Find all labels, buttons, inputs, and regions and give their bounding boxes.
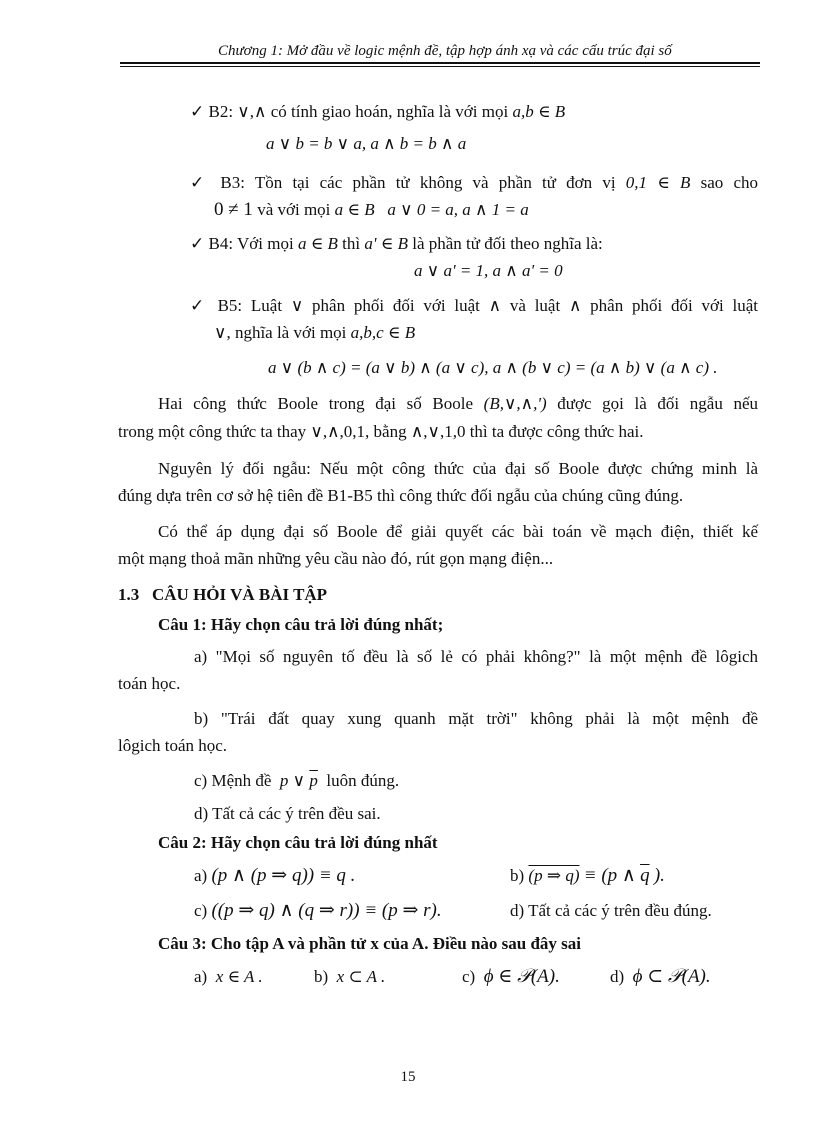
q1-c-negated-p: $\overline{p}$ — [309, 771, 318, 790]
q2-b-label: b) — [510, 866, 525, 885]
axiom-b5-line2 — [214, 322, 415, 344]
q3-title: Câu 3: Cho tập A và phần tử x của A. Điều nào sau đây sai — [158, 934, 582, 953]
q2-option-b — [510, 865, 665, 887]
q2-c-label: c) — [194, 901, 208, 920]
q3-option-c — [462, 966, 560, 988]
q1-option-a-line1: a) "Mọi số nguyên tố đều là số lẻ có phải không?" là một mệnh đề lôgich — [194, 647, 758, 666]
q2-b-close: ). — [653, 865, 665, 886]
q2-c-math: ((p ⇒ q) ∧ (q ⇒ r)) ≡ (p ⇒ r). — [211, 900, 442, 921]
q3-b-math: x ⊂ A . — [336, 967, 386, 986]
q1-title: Câu 1: Hãy chọn câu trả lời đúng nhất; — [158, 615, 444, 634]
q2-option-d: d) Tất cả các ý trên đều đúng. — [510, 901, 712, 920]
q2-title: Câu 2: Hãy chọn câu trả lời đúng nhất — [158, 833, 438, 852]
header-rule-thick — [120, 62, 760, 64]
q3-c-math: ϕ ∈ 𝒫(A). — [483, 966, 560, 987]
check-icon: ✓ — [190, 102, 205, 121]
apply-line1: Có thể áp dụng đại số Boole để giải quyết các bài toán về mạch điện, thiết kế — [158, 522, 758, 541]
axiom-b4-math-b: a' ∈ B — [364, 234, 408, 253]
axiom-b2-formula: a ∨ b = b ∨ a, a ∧ b = b ∧ a — [266, 134, 467, 153]
q1-option-b-line1: b) "Trái đất quay xung quanh mặt trời" không phải là một mệnh đề — [194, 709, 758, 728]
axiom-b3 — [190, 172, 758, 194]
axiom-b5 — [190, 295, 758, 317]
axiom-b4-text: B4: Với mọi — [208, 234, 294, 253]
q3-option-b — [314, 966, 385, 988]
q2-b-negated-q: $\overline{q}$ — [640, 865, 650, 886]
q1-option-d: d) Tất cả các ý trên đều sai. — [194, 804, 381, 823]
dual-text-b: được gọi là đối ngẫu nếu — [557, 394, 759, 413]
q3-c-label: c) — [462, 967, 476, 986]
dual-text-a: Hai công thức Boole trong đại số Boole — [158, 394, 474, 413]
section-number: 1.3 — [118, 585, 140, 604]
q3-a-math: x ∈ A . — [215, 967, 263, 986]
axiom-b2-math: a,b ∈ B — [512, 102, 566, 121]
q2-option-a — [194, 865, 355, 887]
axiom-b5-formula: a ∨ (b ∧ c) = (a ∨ b) ∧ (a ∨ c), a ∧ (b ∨ c) = (a ∧ b) ∨ (a ∧ c) . — [268, 358, 718, 377]
dual-para-line1 — [158, 393, 758, 415]
axiom-b4 — [190, 233, 603, 255]
header-rule-thin — [120, 66, 760, 67]
axiom-b3-text: B3: Tồn tại các phần tử không và phần tử đơn vị — [220, 173, 616, 192]
section-title: CÂU HỎI VÀ BÀI TẬP — [152, 585, 328, 604]
q3-b-label: b) — [314, 967, 329, 986]
axiom-b4-then: thì — [342, 234, 361, 253]
axiom-b5-line1: B5: Luật ∨ phân phối đối với luật ∧ và luật ∧ phân phối đối với luật — [217, 296, 758, 315]
axiom-b3-text-b: sao cho — [700, 173, 759, 192]
q2-b-negated-implication: (p ⇒ q) — [528, 866, 580, 885]
q2-b-math: ≡ (p ∧ — [583, 865, 636, 886]
q3-option-d — [610, 966, 711, 988]
q2-a-label: a) — [194, 866, 208, 885]
q3-a-label: a) — [194, 967, 208, 986]
dual-para-line2: trong một công thức ta thay ∨,∧,0,1, bằng ∧,∨,1,0 thì ta được công thức hai. — [118, 422, 644, 441]
axiom-b4-formula: a ∨ a' = 1, a ∧ a' = 0 — [414, 261, 563, 280]
check-icon: ✓ — [190, 173, 211, 192]
q2-a-math: (p ∧ (p ⇒ q)) ≡ q . — [211, 865, 356, 886]
q1-c-math: p ∨ — [279, 771, 306, 790]
principle-line1: Nguyên lý đối ngẫu: Nếu một công thức của đại số Boole được chứng minh là — [158, 459, 758, 478]
axiom-b3-math: 0,1 ∈ B — [625, 173, 691, 192]
q1-c-text: c) Mệnh đề — [194, 771, 272, 790]
page-number: 15 — [400, 1069, 416, 1085]
axiom-b5-math: a,b,c ∈ B — [350, 323, 416, 342]
axiom-b3-for-all: và với mọi — [257, 200, 331, 219]
axiom-b3-formula: a ∨ 0 = a, a ∧ 1 = a — [387, 200, 529, 219]
q3-option-a — [194, 966, 263, 988]
axiom-b2 — [190, 101, 565, 123]
axiom-b3-a-in-b: a ∈ B — [334, 200, 375, 219]
axiom-b3-line2 — [214, 199, 529, 221]
running-header: Chương 1: Mở đầu về logic mệnh đề, tập hợp ánh xạ và các cấu trúc đại số — [218, 43, 672, 59]
apply-line2: một mạng thoả mãn những yêu cầu nào đó, rút gọn mạng điện... — [118, 549, 554, 568]
q2-option-c — [194, 900, 442, 922]
q3-d-label: d) — [610, 967, 625, 986]
q1-option-b-line2: lôgich toán học. — [118, 736, 228, 755]
axiom-b5-text: ∨, nghĩa là với mọi — [214, 323, 347, 342]
axiom-b2-text: B2: ∨,∧ có tính giao hoán, nghĩa là với mọi — [208, 102, 509, 121]
axiom-b3-neq: 0 ≠ 1 — [214, 199, 253, 220]
axiom-b4-math: a ∈ B — [297, 234, 338, 253]
principle-line2: đúng dựa trên cơ sở hệ tiên đề B1-B5 thì công thức đối ngẫu của chúng cũng đúng. — [118, 486, 684, 505]
section-heading — [118, 584, 327, 606]
check-icon: ✓ — [190, 296, 209, 315]
dual-math: (B,∨,∧,') — [483, 394, 547, 413]
q1-c-text-post: luôn đúng. — [326, 771, 400, 790]
axiom-b4-text-c: là phần tử đối theo nghĩa là: — [412, 234, 603, 253]
check-icon: ✓ — [190, 234, 205, 253]
q1-option-a-line2: toán học. — [118, 674, 181, 693]
q1-option-c — [194, 770, 399, 792]
q3-d-math: ϕ ⊂ 𝒫(A). — [632, 966, 711, 987]
